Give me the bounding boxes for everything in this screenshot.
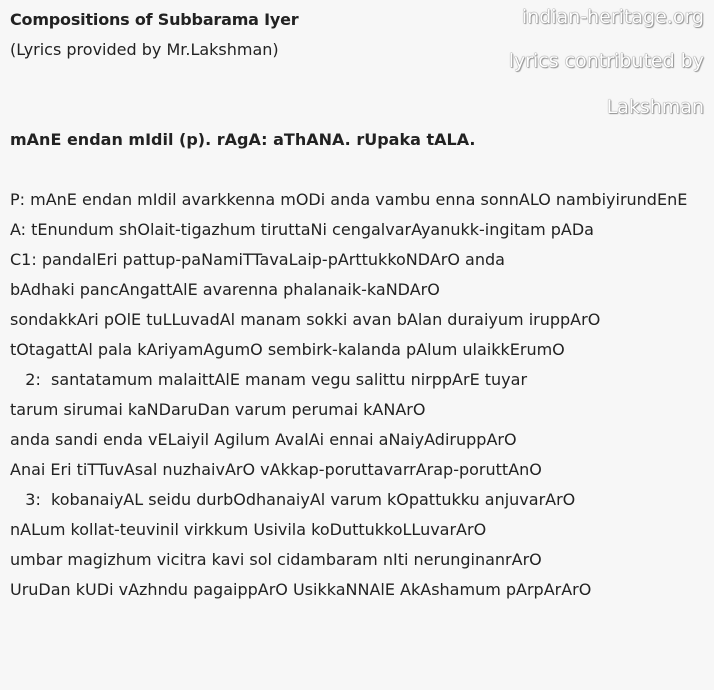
lyrics-body: [10, 190, 710, 610]
lyric-line: anda sandi enda vELaiyil Agilum AvalAi ennai aNaiyAdiruppArO: [10, 430, 517, 449]
song-title: mAnE endan mIdil (p). rAgA: aThANA. rUpaka tALA.: [10, 130, 476, 149]
lyric-line: UruDan kUDi vAzhndu pagaippArO UsikkaNNAlE AkAshamum pArpArArO: [10, 580, 592, 599]
page-subtitle: (Lyrics provided by Mr.Lakshman): [10, 40, 279, 59]
lyric-line-pallavi: P: mAnE endan mIdil avarkkenna mODi anda vambu enna sonnALO nambiyirundEnE: [10, 190, 688, 209]
lyric-line: tarum sirumai kaNDaruDan varum perumai kANArO: [10, 400, 426, 419]
watermark-credit-line1: lyrics contributed by: [508, 50, 704, 72]
lyric-line-charanam2: 2: santatamum malaittAlE manam vegu salittu nirppArE tuyar: [10, 370, 528, 389]
lyric-line: bAdhaki pancAngattAlE avarenna phalanaik-kaNDArO: [10, 280, 440, 299]
watermark-site: indian-heritage.org: [521, 6, 704, 28]
lyric-line: sondakkAri pOlE tuLLuvadAl manam sokki avan bAlan duraiyum iruppArO: [10, 310, 601, 329]
watermark-credit-line2: Lakshman: [606, 96, 704, 118]
lyric-line-anupallavi: A: tEnundum shOlait-tigazhum tiruttaNi cengalvarAyanukk-ingitam pADa: [10, 220, 594, 239]
lyric-line: tOtagattAl pala kAriyamAgumO sembirk-kalanda pAlum ulaikkErumO: [10, 340, 565, 359]
lyric-line-charanam3: 3: kobanaiyAL seidu durbOdhanaiyAl varum kOpattukku anjuvarArO: [10, 490, 576, 509]
lyric-line: Anai Eri tiTTuvAsal nuzhaivArO vAkkap-poruttavarrArap-poruttAnO: [10, 460, 542, 479]
lyric-line-charanam1: C1: pandalEri pattup-paNamiTTavaLaip-pArttukkoNDArO anda: [10, 250, 505, 269]
page-title: Compositions of Subbarama Iyer: [10, 10, 299, 29]
lyric-line: umbar magizhum vicitra kavi sol cidambaram nIti nerunginanrArO: [10, 550, 542, 569]
lyric-line: nALum kollat-teuvinil virkkum Usivila koDuttukkoLLuvarArO: [10, 520, 487, 539]
